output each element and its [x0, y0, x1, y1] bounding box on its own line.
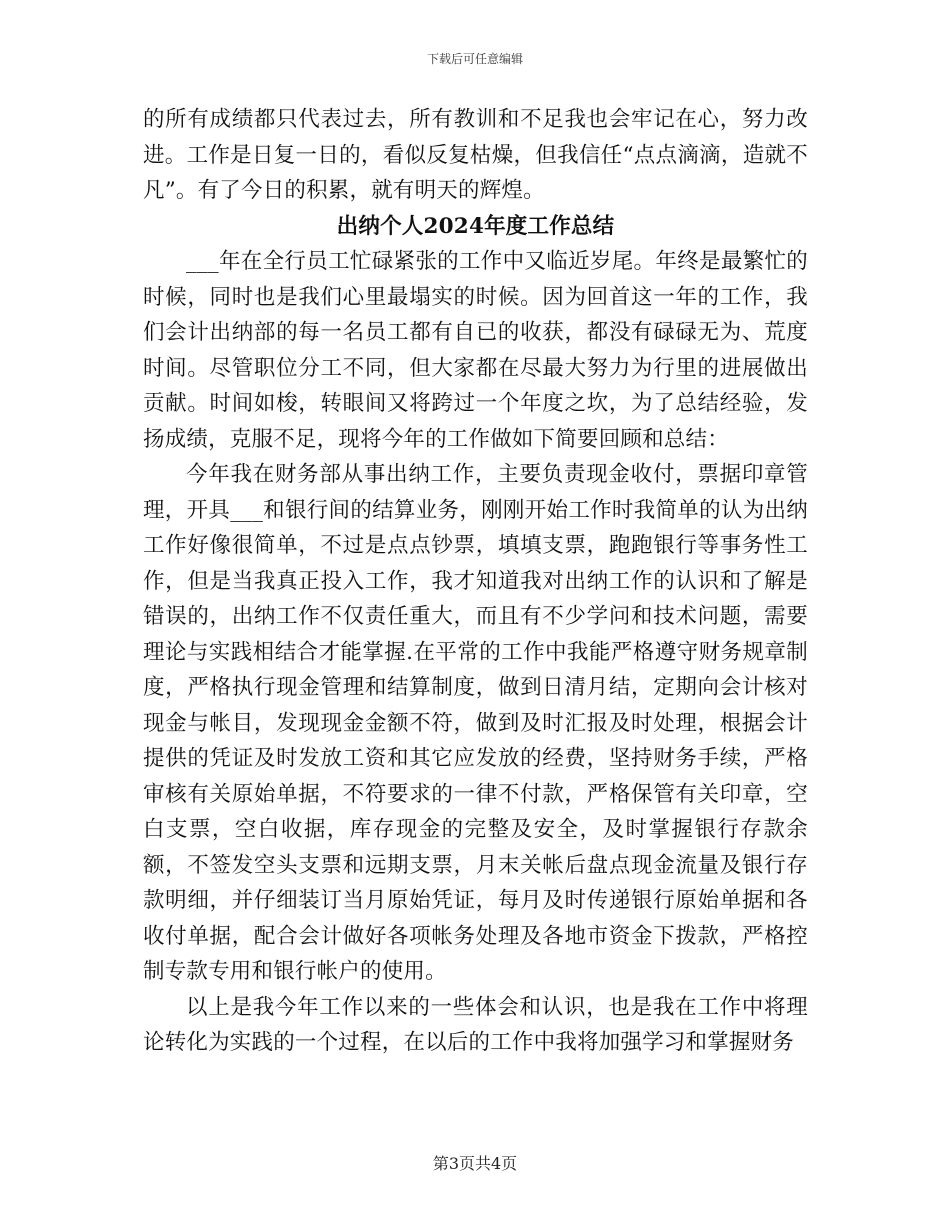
body-paragraph-1: ___年在全行员工忙碌紧张的工作中又临近岁尾。年终是最繁忙的时候，同时也是我们心里最塌实的时候。因为回首这一年的工作，我们会计出纳部的每一名员工都有自已的收获，都没有碌碌无为、荒度时间。尽管职位分工不同，但大家都在尽最大努力为行里的进展做出贡献。时间如梭，转眼间又将跨过一个年度之坎，为了总结经验，发扬成绩，克服不足，现将今年的工作做如下简要回顾和总结： — [143, 249, 808, 452]
body-paragraph-3: 以上是我今年工作以来的一些体会和认识，也是我在工作中将理论转化为实践的一个过程，在以后的工作中我将加强学习和掌握财务 — [143, 994, 808, 1055]
section-title: 出纳个人2024年度工作总结 — [336, 213, 615, 239]
continuation-paragraph: 的所有成绩都只代表过去，所有教训和不足我也会牢记在心，努力改进。工作是日复一日的，看似反复枯燥，但我信任“点点滴滴，造就不凡”。有了今日的积累，就有明天的辉煌。 — [143, 107, 808, 203]
body-paragraph-2: 今年我在财务部从事出纳工作，主要负责现金收付，票据印章管理，开具___和银行间的结算业务，刚刚开始工作时我简单的认为出纳工作好像很简单，不过是点点钞票，填填支票，跑跑银行等事务性工作，但是当我真正投入工作，我才知道我对出纳工作的认识和了解是错误的，出纳工作不仅责任重大，而且有不少学问和技术问题，需要理论与实践相结合才能掌握.在平常的工作中我能严格遵守财务规章制度，严格执行现金管理和结算制度，做到日清月结，定期向会计核对现金与帐目，发现现金金额不符，做到及时汇报及时处理，根据会计提供的凭证及时发放工资和其它应发放的经费，坚持财务手续，严格审核有关原始单据，不符要求的一律不付款，严格保管有关印章，空白支票，空白收据，库存现金的完整及安全，及时掌握银行存款余额，不签发空头支票和远期支票，月末关帐后盘点现金流量及银行存款明细，并仔细装订当月原始凭证，每月及时传递银行原始单据和各收付单据，配合会计做好各项帐务处理及各地市资金下拨款，严格控制专款专用和银行帐户的使用。 — [143, 462, 808, 984]
page-header: 下载后可任意编辑 — [426, 52, 523, 66]
page-number: 第3页共4页 — [432, 1154, 518, 1173]
document-body — [143, 102, 808, 1061]
